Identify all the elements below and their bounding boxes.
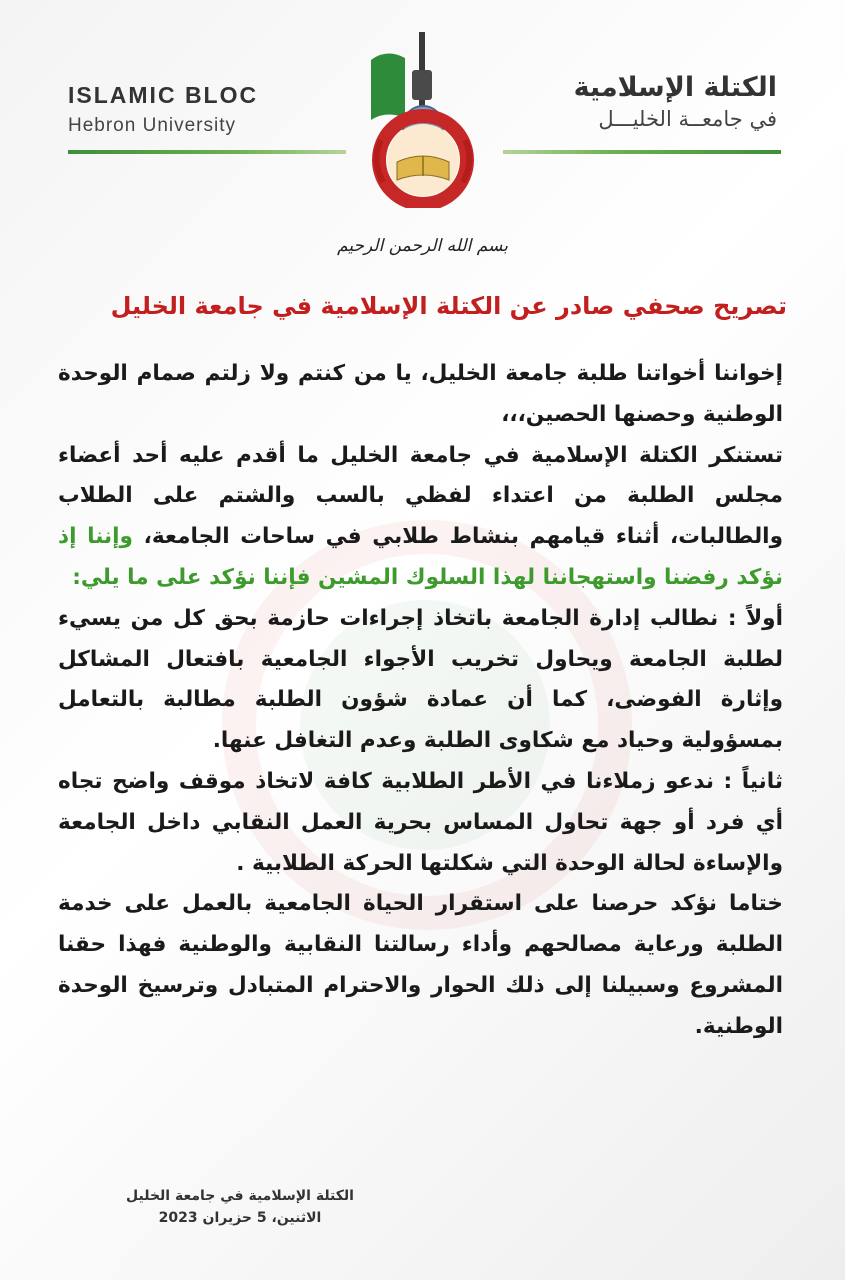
basmala: بسم الله الرحمن الرحيم	[337, 236, 508, 256]
university-name-en: Hebron University	[68, 115, 236, 136]
flag-shape	[371, 53, 405, 120]
university-name-ar: في جامعــة الخليـــل	[598, 107, 777, 131]
signature-org: الكتلة الإسلامية في جامعة الخليل	[126, 1188, 354, 1204]
org-name-ar: الكتلة الإسلامية	[573, 72, 777, 103]
rifle-body	[412, 70, 432, 100]
paragraph-greeting: إخواننا أخواتنا طلبة جامعة الخليل، يا من كنتم ولا زلتم صمام الوحدة الوطنية وحصنها الحصين،،،	[58, 361, 783, 427]
islamic-bloc-emblem-logo	[357, 30, 489, 208]
condemnation-text: تستنكر الكتلة الإسلامية في جامعة الخليل ما أقدم عليه أحد أعضاء مجلس الطلبة من اعتداء لفظي بالسب والشتم على الطلاب والطالبات، أثناء قيامهم بنشاط طلابي في ساحات الجامعة،	[58, 442, 783, 550]
paragraph-first-demand: أولاً : نطالب إدارة الجامعة باتخاذ إجراءات حازمة بحق كل من يسيء لطلبة الجامعة ويحاول تخريب الأجواء الجامعية بافتعال المشاكل وإثارة الفوضى، كما أن عمادة شؤون الطلبة مطالبة بالتعامل بمسؤولية وحياد مع شكاوى الطلبة وعدم التغافل عنها.	[58, 605, 783, 754]
paragraph-closing: ختاما نؤكد حرصنا على استقرار الحياة الجامعية بالعمل على خدمة الطلبة ورعاية مصالحهم وأداء رسالتنا النقابية والوطنية فهذا حقنا المشروع وسبيلنا إلى ذلك الحوار والاحترام المتبادل وترسيخ الوحدة الوطنية.	[58, 891, 783, 1039]
header-english	[68, 82, 298, 137]
header-arabic	[517, 72, 777, 131]
org-name-en: ISLAMIC BLOC	[68, 82, 259, 108]
paragraph-condemnation	[58, 436, 783, 599]
header-divider-right	[503, 150, 781, 154]
highlighted-statement: وإننا إذ نؤكد رفضنا واستهجاننا لهذا السلوك المشين فإننا نؤكد على ما يلي:	[58, 524, 783, 590]
signature-block	[100, 1185, 380, 1229]
statement-body	[58, 354, 783, 1048]
signature-date: الاثنين، 5 حزيران 2023	[158, 1210, 322, 1226]
header-divider-left	[68, 150, 346, 154]
page-title: تصريح صحفي صادر عن الكتلة الإسلامية في جامعة الخليل	[110, 292, 787, 320]
paragraph-second-demand: ثانياً : ندعو زملاءنا في الأطر الطلابية كافة لاتخاذ موقف واضح تجاه أي فرد أو جهة تحاول المساس بحرية العمل النقابي داخل الجامعة والإساءة لحالة الوحدة التي شكلتها الحركة الطلابية .	[58, 768, 783, 876]
